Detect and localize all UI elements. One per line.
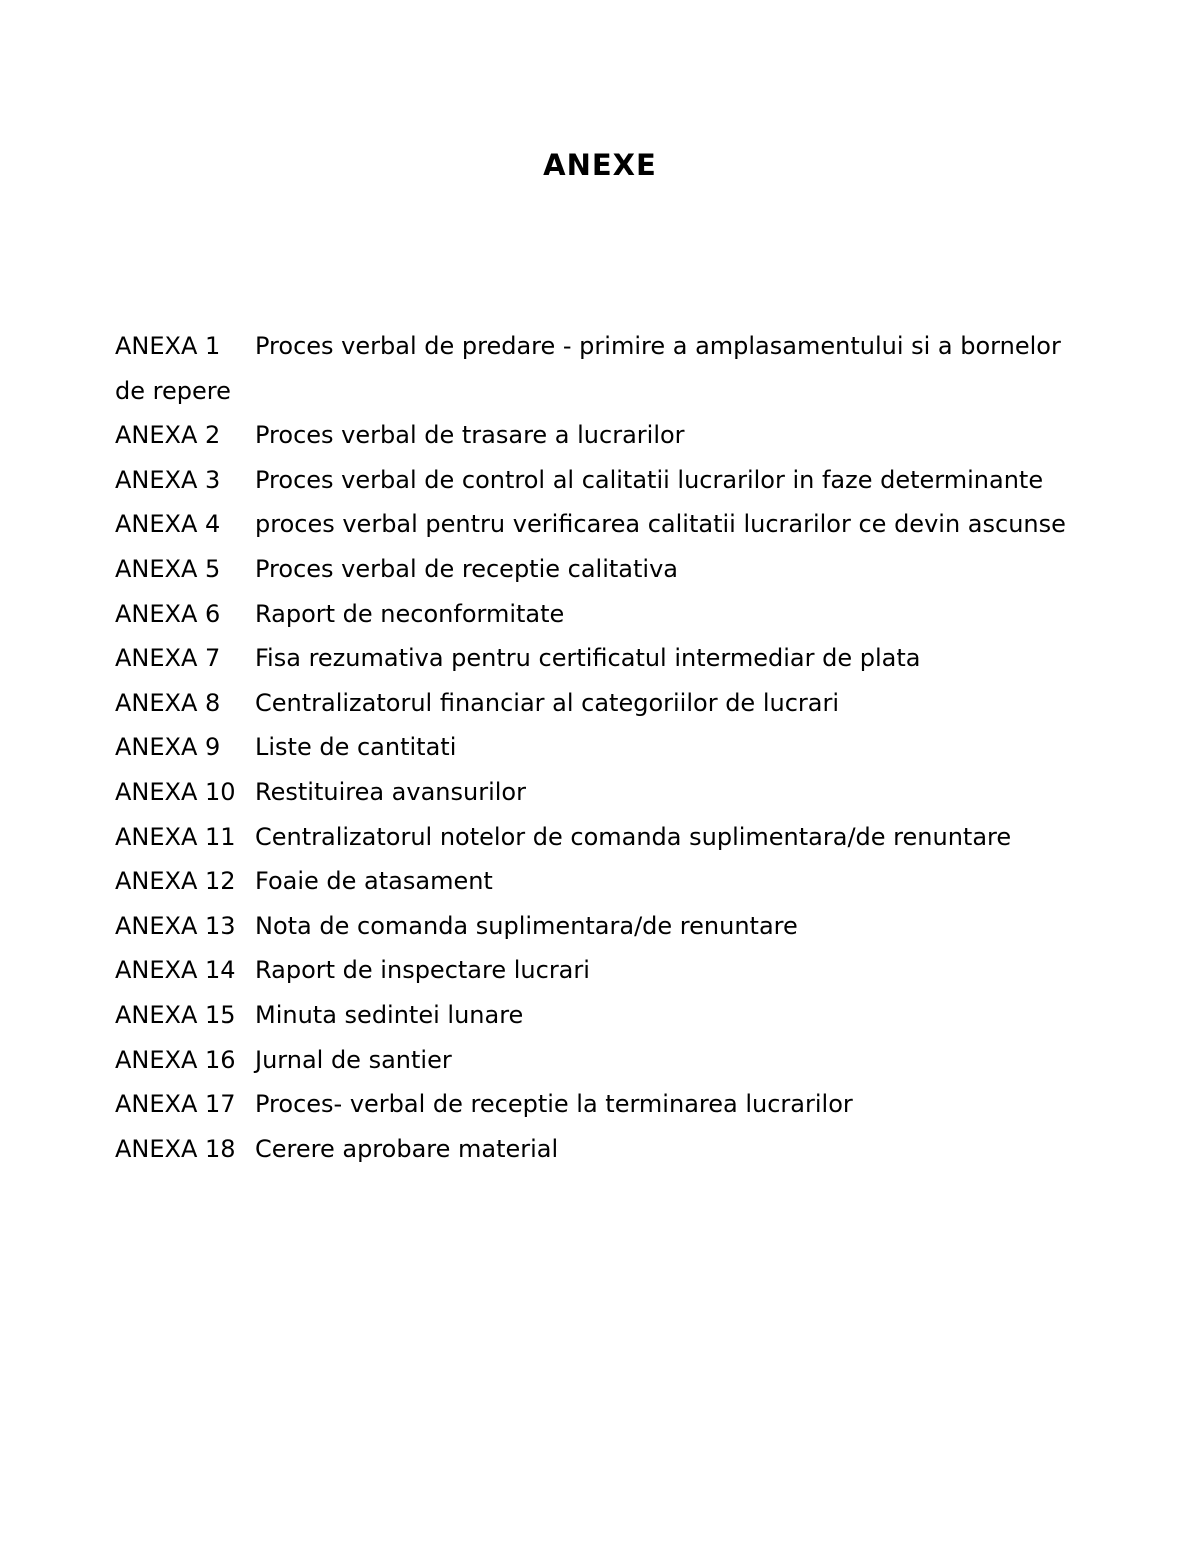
annex-item xyxy=(115,1127,1095,1172)
annex-description: Proces verbal de receptie calitativa xyxy=(255,554,678,583)
annex-number: ANEXA 14 xyxy=(115,956,236,985)
annex-description: Cerere aprobare material xyxy=(255,1134,559,1163)
annex-item xyxy=(115,725,1095,770)
annex-number: ANEXA 1 xyxy=(115,332,221,360)
annex-item xyxy=(115,948,1095,993)
annex-item xyxy=(115,770,1095,815)
annex-number: ANEXA 12 xyxy=(115,867,236,896)
annex-description: Centralizatorul financiar al categoriilor de lucrari xyxy=(255,688,840,717)
annex-item xyxy=(115,859,1095,904)
annex-number: ANEXA 2 xyxy=(115,421,221,450)
annex-number: ANEXA 7 xyxy=(115,644,221,673)
annex-description: Proces verbal de trasare a lucrarilor xyxy=(255,421,685,450)
annex-number: ANEXA 10 xyxy=(115,777,236,806)
annex-number: ANEXA 13 xyxy=(115,911,236,940)
annex-number: ANEXA 5 xyxy=(115,554,221,583)
annex-number: ANEXA 17 xyxy=(115,1090,236,1119)
annex-item xyxy=(115,592,1095,637)
annex-number: ANEXA 15 xyxy=(115,1000,236,1029)
annex-item xyxy=(115,1082,1095,1127)
annex-number: ANEXA 8 xyxy=(115,688,221,717)
annex-description: Centralizatorul notelor de comanda suplimentara/de renuntare xyxy=(255,822,1012,851)
annex-item xyxy=(115,547,1095,592)
page-title: ANEXE xyxy=(543,148,657,182)
annex-item xyxy=(115,815,1095,860)
annex-list xyxy=(115,324,1095,1171)
annex-item xyxy=(115,413,1095,458)
annex-number: ANEXA 3 xyxy=(115,465,221,494)
annex-description: Proces verbal de control al calitatii lucrarilor in faze determinante xyxy=(255,465,1044,494)
annex-item xyxy=(115,636,1095,681)
annex-number: ANEXA 16 xyxy=(115,1045,236,1074)
annex-description: proces verbal pentru verificarea calitatii lucrarilor ce devin ascunse xyxy=(255,510,1066,539)
annex-item xyxy=(115,458,1095,503)
annex-number: ANEXA 6 xyxy=(115,599,221,628)
annex-description: Fisa rezumativa pentru certificatul intermediar de plata xyxy=(255,644,921,673)
annex-description: Jurnal de santier xyxy=(255,1045,452,1074)
annex-description: Liste de cantitati xyxy=(255,733,457,762)
annex-number: ANEXA 11 xyxy=(115,822,236,851)
annex-description: Foaie de atasament xyxy=(255,867,493,896)
annex-item xyxy=(115,904,1095,949)
annex-item xyxy=(115,502,1095,547)
annex-description: Raport de neconformitate xyxy=(255,599,565,628)
annex-description: Raport de inspectare lucrari xyxy=(255,956,590,985)
annex-description: Proces- verbal de receptie la terminarea lucrarilor xyxy=(255,1090,853,1119)
annex-description: Restituirea avansurilor xyxy=(255,777,526,806)
annex-item xyxy=(115,1038,1095,1083)
annex-description: Nota de comanda suplimentara/de renuntare xyxy=(255,911,798,940)
annex-description: Minuta sedintei lunare xyxy=(255,1000,524,1029)
annex-number: ANEXA 18 xyxy=(115,1134,236,1163)
annex-item xyxy=(115,324,1095,413)
annex-item xyxy=(115,681,1095,726)
annex-number: ANEXA 9 xyxy=(115,733,221,762)
annex-number: ANEXA 4 xyxy=(115,510,221,539)
annex-description: Proces verbal de predare - primire a amplasamentului si a bornelor de repere xyxy=(115,332,1061,405)
annex-item xyxy=(115,993,1095,1038)
